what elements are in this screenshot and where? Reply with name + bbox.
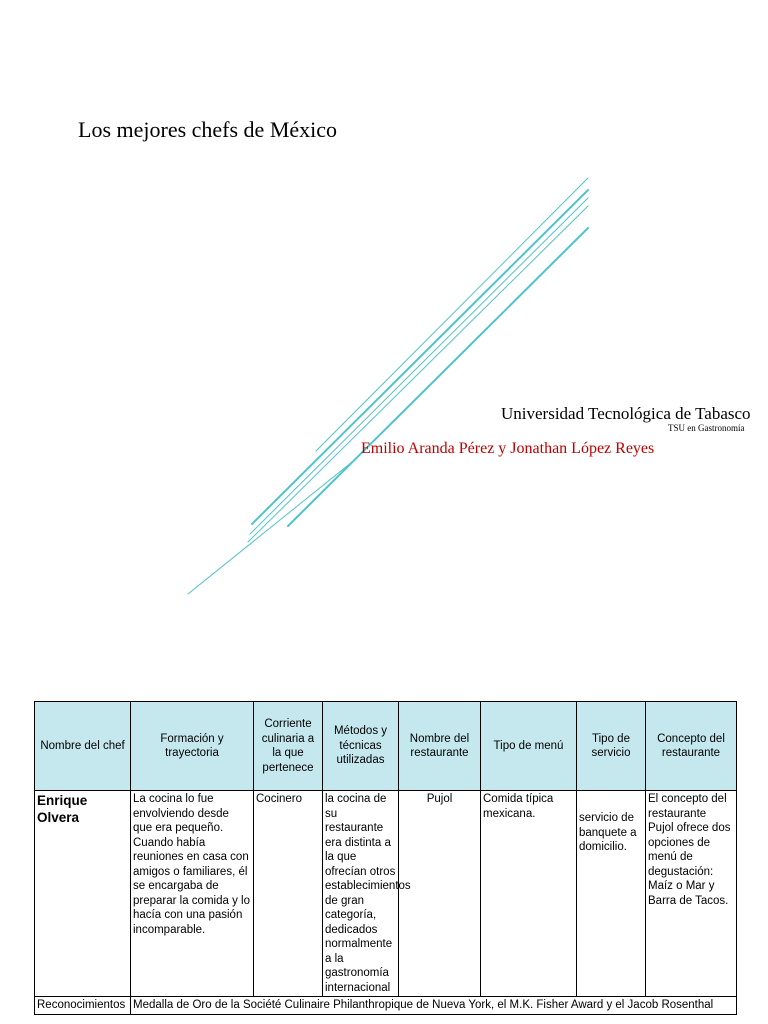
deco-line: [288, 228, 588, 526]
header-cell: Corriente culinaria a la que pertenece: [254, 702, 323, 791]
concepto-cell: El concepto del restaurante Pujol ofrece dos opciones de menú de degustación: Maíz o Mar y Barra de Tacos.: [646, 791, 737, 997]
header-cell: Nombre del chef: [35, 702, 131, 791]
header-cell: Nombre del restaurante: [399, 702, 481, 791]
table-row: [35, 791, 737, 997]
corriente-cell: Cocinero: [254, 791, 323, 997]
recognitions-label: Reconocimientos: [35, 997, 131, 1015]
deco-line: [250, 198, 588, 534]
chef-name-cell: Enrique Olvera: [35, 791, 131, 997]
restaurante-cell: Pujol: [399, 791, 481, 997]
recognitions-cell: Medalla de Oro de la Société Culinaire Philanthropique de Nueva York, el M.K. Fisher Award y el Jacob Rosenthal: [131, 997, 737, 1015]
header-cell: Tipo de servicio: [577, 702, 646, 791]
table-row: [35, 997, 737, 1015]
header-cell: Métodos y técnicas utilizadas: [323, 702, 399, 791]
deco-line: [248, 206, 588, 542]
header-cell: Tipo de menú: [481, 702, 577, 791]
header-cell: Formación y trayectoria: [131, 702, 254, 791]
chefs-table: [34, 701, 737, 1015]
page-title: Los mejores chefs de México: [78, 117, 338, 142]
deco-line: [252, 190, 588, 524]
servicio-cell: servicio de banquete a domicilio.: [577, 791, 646, 997]
deco-line: [188, 462, 352, 594]
menu-cell: Comida típica mexicana.: [481, 791, 577, 997]
program-name: TSU en Gastronomía: [668, 423, 745, 433]
authors: Emilio Aranda Pérez y Jonathan López Reyes: [361, 440, 655, 457]
header-cell: Concepto del restaurante: [646, 702, 737, 791]
formacion-cell: La cocina lo fue envolviendo desde que era pequeño. Cuando había reuniones en casa con amigos o familiares, él se encargaba de preparar la comida y lo hacía con una pasión incomparable.: [131, 791, 254, 997]
table-header-row: [35, 702, 737, 791]
university-name: Universidad Tecnológica de Tabasco: [501, 404, 751, 423]
metodos-cell: la cocina de su restaurante era distinta a la que ofrecían otros establecimientos de gran categoría, dedicados normalmente a la gastronomía internacional: [323, 791, 399, 997]
